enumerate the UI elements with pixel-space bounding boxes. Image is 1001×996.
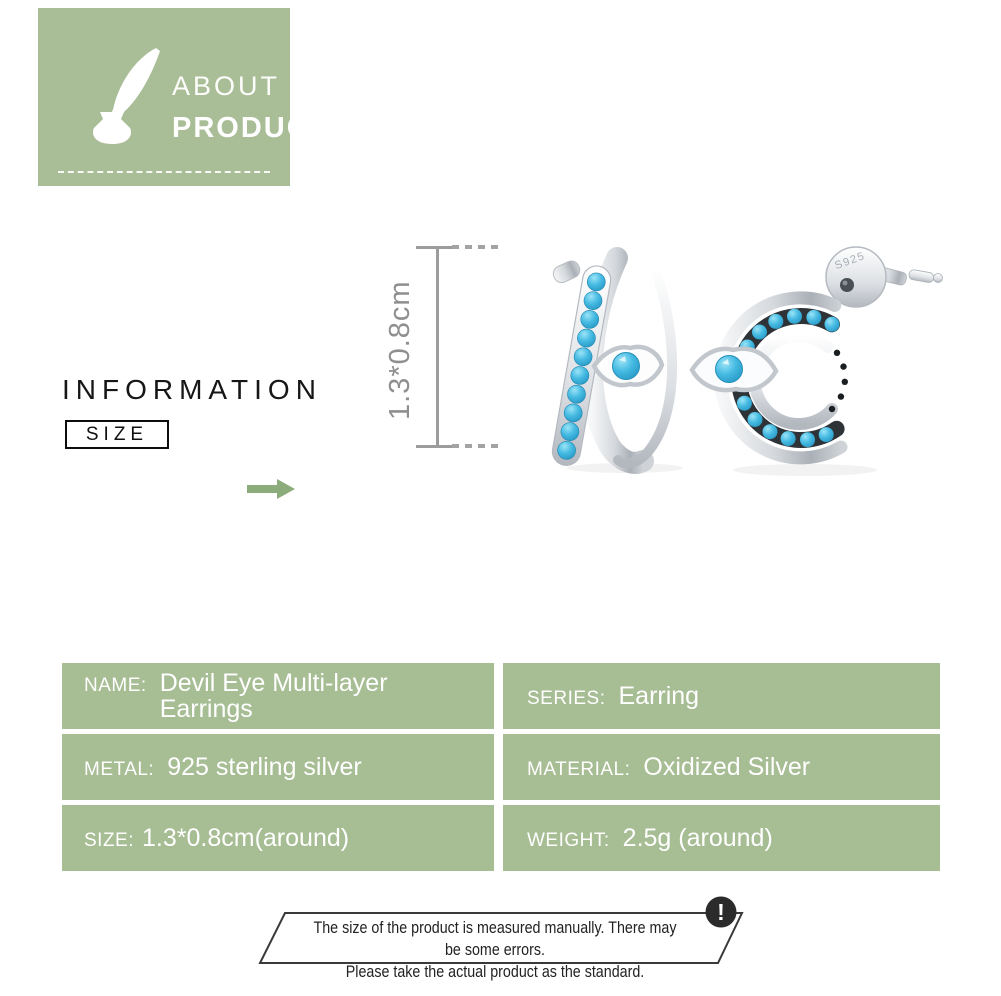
about-label: ABOUT [172,71,281,101]
measure-label: 1.3*0.8cm [384,280,416,420]
spec-value: Oxidized Silver [643,752,811,781]
spec-cell-material [503,734,940,800]
earring-right [692,247,943,458]
size-tag [65,420,169,449]
spec-cell-weight [503,805,940,871]
spec-label: METAL: [84,758,155,780]
disclaimer-line1: The size of the product is measured manually. There may be some errors. [313,918,677,959]
svg-text:!: ! [717,899,725,925]
spec-label: SIZE: [84,829,135,851]
spec-cell-series [503,663,940,729]
spec-value: Earring [618,681,700,710]
spec-label: SERIES: [527,687,606,709]
product-label: PRODUCT [172,112,330,144]
spec-value: 2.5g (around) [622,823,773,852]
size-tag-label: SIZE [85,423,149,445]
measure-line [436,247,439,447]
disclaimer-text [306,917,684,983]
silver-stamp: S925 [833,249,868,273]
quill-inkwell-icon [90,46,170,146]
spec-value: 925 sterling silver [167,752,362,781]
evil-eye-left [594,347,662,385]
inner-dots [829,350,848,413]
spec-cell-metal [62,734,494,800]
spec-cell-size [62,805,494,871]
spec-table [62,663,940,871]
information-title: INFORMATION [62,374,322,405]
disclaimer-line2: Please take the actual product as the standard. [345,962,645,981]
spec-cell-name [62,663,494,729]
spec-value: 1.3*0.8cm(around) [142,823,350,852]
arrow-right-icon [247,478,295,500]
product-photo-earrings [505,228,955,478]
spec-label: NAME: [84,674,147,696]
spec-value: Devil Eye Multi-layer Earrings [159,668,388,723]
dashed-divider [58,171,270,173]
spec-label: MATERIAL: [527,758,631,780]
about-product-box [38,8,330,186]
measure-dash-top [452,245,499,249]
earring-left [550,258,672,468]
measure-cap-bottom [416,445,457,448]
measure-dash-bottom [452,444,499,448]
measure-cap-top [416,246,457,249]
spec-label: WEIGHT: [527,829,610,851]
evil-eye-right [692,349,776,390]
